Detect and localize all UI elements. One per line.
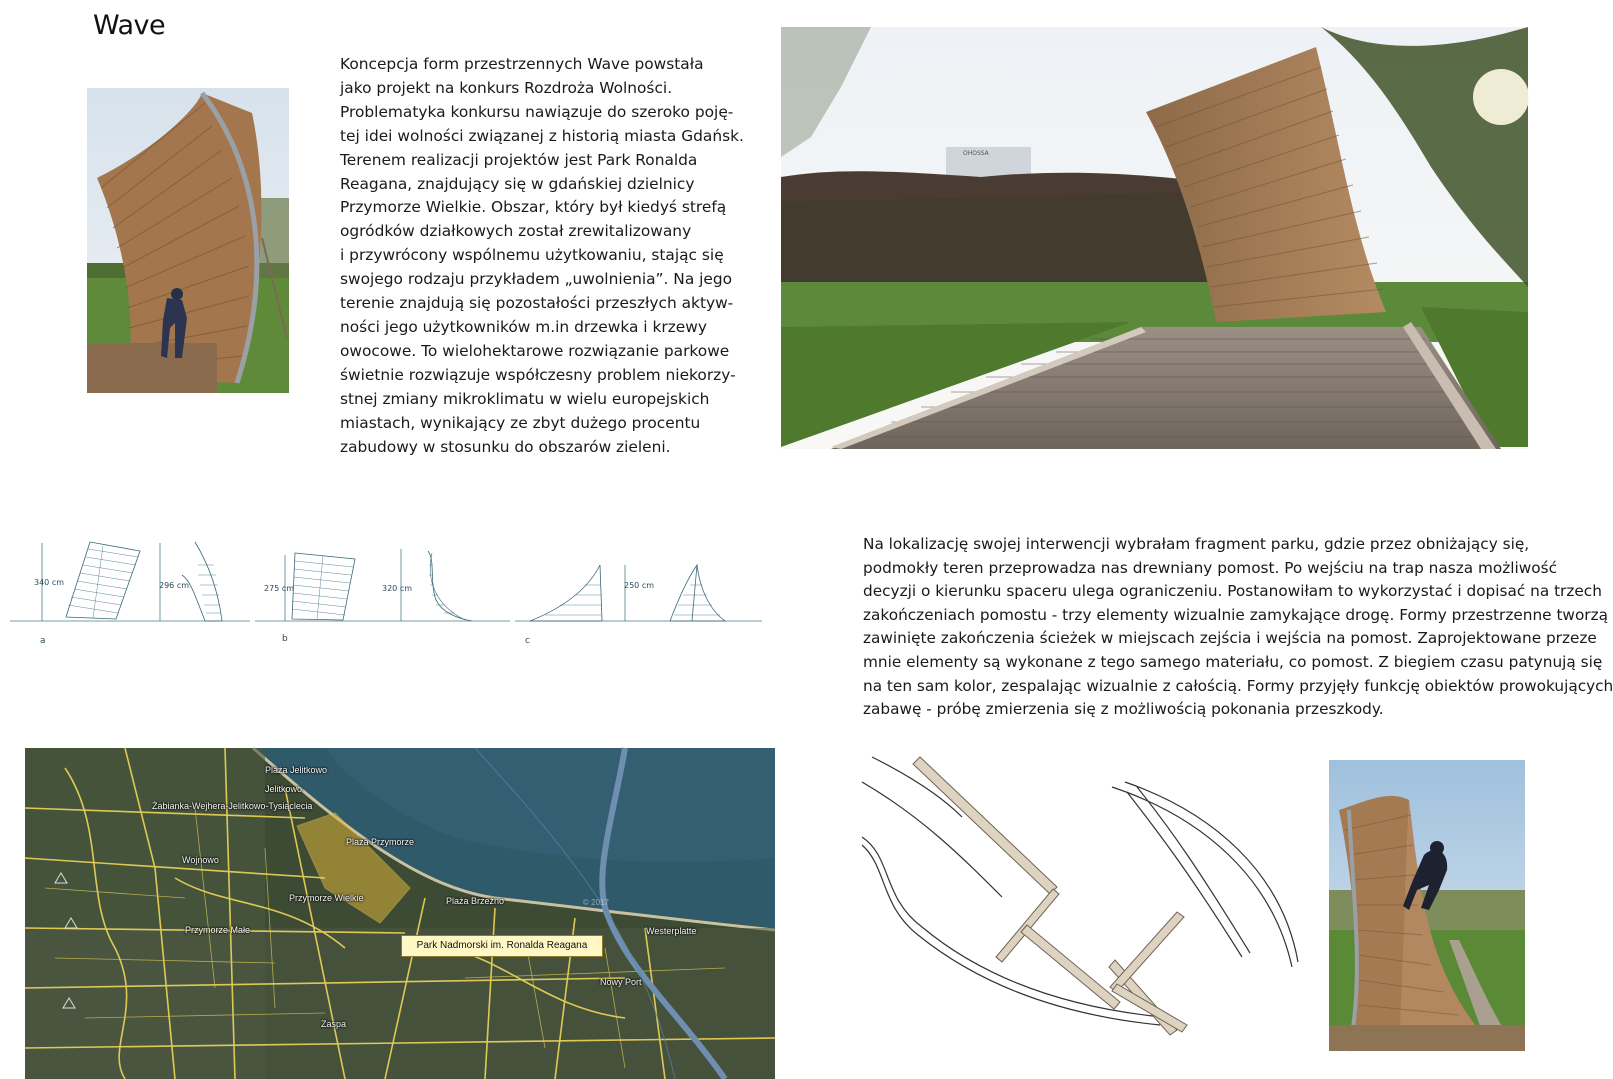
intro-line: swojego rodzaju przykładem „uwolnienia”. Na jego (340, 270, 733, 289)
site-line: na ten sam kolor, zespalając wizualnie z całością. Formy przyjęły funkcję obiektów prowokujących (863, 676, 1613, 695)
intro-line: jako projekt na konkurs Rozdroża Wolności. (340, 78, 673, 97)
photo-wave-person-climbing (1329, 760, 1525, 1051)
intro-paragraph (340, 53, 744, 459)
intro-line: owocowe. To wielohektarowe rozwiązanie parkowe (340, 341, 730, 360)
map-place-label: Plaża Przymorze (346, 837, 415, 847)
photo-wave-person-pushing (87, 88, 289, 393)
elevation-label-b: b (282, 634, 288, 644)
dimension-label: 320 cm (382, 584, 413, 593)
map-place-label: Jelitkowo (265, 784, 303, 794)
map-place-label: Przymorze Wielkie (289, 893, 364, 903)
site-paragraph (863, 533, 1613, 722)
photo-wave-boardwalk (781, 27, 1528, 449)
site-line: zakończeniach pomostu - trzy elementy wizualnie zamykające drogę. Formy przestrzenne tworzą (863, 605, 1608, 624)
map-place-label: Westerplatte (646, 926, 697, 936)
map-place-label: Plaża Jelitkowo (265, 765, 328, 775)
elevation-a-panel (66, 542, 140, 619)
site-line: zabawę - próbę zmierzenia się z możliwością pokonania przeszkody. (863, 700, 1384, 719)
elevation-b-profile (428, 551, 472, 621)
map-place-label: Żabianka-Wejhera-Jelitkowo-Tysiąclecia (152, 801, 313, 811)
photo-wave-person-pushing-image (87, 88, 289, 393)
map-park-callout: Park Nadmorski im. Ronalda Reagana (401, 935, 603, 957)
dimension-label: 340 cm (34, 578, 65, 587)
map-place-label: Nowy Port (600, 977, 642, 987)
elevation-c-left (530, 565, 602, 621)
intro-line: Reagana, znajdujący się w gdańskiej dzielnicy (340, 174, 695, 193)
map-watermark: © 2017 (583, 898, 609, 907)
elevation-b-panel (292, 553, 355, 620)
map-place-label: Wojnowo (182, 855, 219, 865)
dimension-label: 275 cm (264, 584, 295, 593)
intro-line: miastach, wynikający ze zbyt dużego procentu (340, 413, 701, 432)
elevation-c-right (670, 565, 725, 621)
dimension-label: 296 cm (159, 581, 190, 590)
site-line: mnie elementy są wykonane z tego samego materiału, co pomost. Z biegiem czasu patynują się (863, 652, 1603, 671)
satellite-map (25, 748, 775, 1079)
intro-line: Problematyka konkursu nawiązuje do szeroko poję- (340, 102, 734, 121)
photo-wave-boardwalk-image (781, 27, 1528, 449)
satellite-map-image (25, 748, 775, 1079)
photo-building-sign: OHOSSA (963, 150, 989, 157)
site-line: Na lokalizację swojej interwencji wybrałam fragment parku, gdzie przez obniżający się, (863, 535, 1530, 553)
intro-line: ności jego użytkowników m.in drzewka i krzewy (340, 317, 707, 336)
elevation-label-a: a (40, 636, 46, 646)
map-place-label: Plaża Brzeźno (446, 896, 505, 906)
intro-line: terenie znajdują się pozostałości przeszłych aktyw- (340, 294, 734, 313)
page-title: Wave (93, 10, 166, 41)
intro-line: tej idei wolności związanej z historią miasta Gdańsk. (340, 126, 744, 145)
map-place-label: Zaspa (321, 1019, 347, 1029)
intro-line: świetnie rozwiązuje współczesny problem niekorzy- (340, 365, 736, 384)
intro-line: zabudowy w stosunku do obszarów zieleni. (340, 437, 671, 456)
intro-line: Przymorze Wielkie. Obszar, który był kiedyś strefą (340, 198, 727, 217)
site-plan-drawing (862, 757, 1297, 1032)
site-line: podmokły teren przeprowadza nas drewniany pomost. Po wejściu na trap nasza możliwość (863, 558, 1558, 577)
site-line: decyzji o kierunku spaceru ulega ograniczeniu. Postanowiłam to wykorzystać i dopisać na trzech (863, 582, 1602, 601)
intro-line: Terenem realizacji projektów jest Park Ronalda (340, 150, 698, 169)
intro-line: Koncepcja form przestrzennych Wave powstała (340, 55, 704, 73)
map-place-label: Przymorze Małe (185, 925, 251, 935)
elevation-label-c: c (525, 636, 530, 646)
site-line: zawinięte zakończenia ścieżek w miejscach zejścia i wejścia na pomost. Zaprojektowane przeze (863, 629, 1597, 648)
dimension-label: 250 cm (624, 581, 655, 590)
intro-line: ogródków działkowych został zrewitalizowany (340, 222, 692, 241)
intro-line: stnej zmiany mikroklimatu w wielu europejskich (340, 389, 710, 408)
intro-line: i przywrócony wspólnemu użytkowaniu, stając się (340, 246, 724, 265)
photo-wave-person-climbing-image (1329, 760, 1525, 1051)
